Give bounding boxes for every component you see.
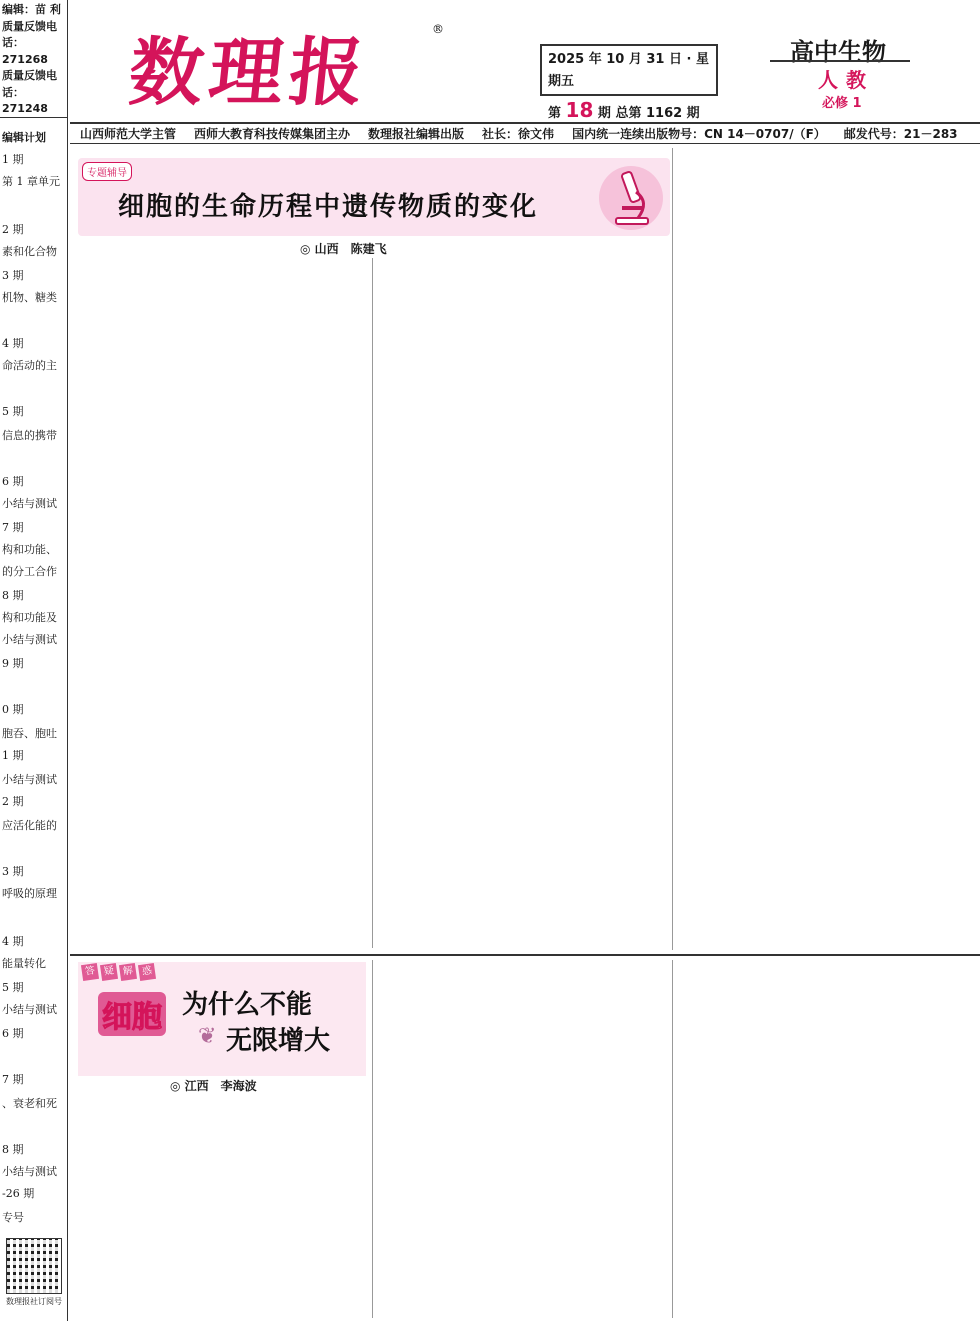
plan-item: 信息的携带 bbox=[2, 429, 57, 442]
article-column bbox=[378, 258, 666, 948]
plan-item: 呼吸的原理 bbox=[2, 887, 57, 900]
issue-suffix: 期 总第 1162 期 bbox=[597, 106, 700, 122]
plan-item: 3 期 bbox=[2, 865, 24, 878]
column-divider bbox=[372, 960, 373, 1318]
qr-caption: 数理报社订阅号 bbox=[6, 1297, 62, 1306]
article-column bbox=[678, 960, 970, 1318]
column-divider bbox=[372, 258, 373, 948]
column-tag: 专题辅导 bbox=[82, 162, 132, 181]
article-column bbox=[78, 1096, 366, 1318]
plan-item: 2 期 bbox=[2, 223, 24, 236]
plan-item: 2 期 bbox=[2, 795, 24, 808]
article-banner bbox=[78, 158, 670, 236]
article-column bbox=[78, 258, 366, 948]
subject-title: 高中生物 bbox=[790, 38, 886, 66]
plan-item: 7 期 bbox=[2, 521, 24, 534]
plan-item: 5 期 bbox=[2, 981, 24, 994]
plan-item: 7 期 bbox=[2, 1073, 24, 1086]
plan-item: 0 期 bbox=[2, 703, 24, 716]
contact-info bbox=[0, 0, 67, 118]
pub-info: 西师大教育科技传媒集团主办 bbox=[194, 127, 351, 141]
contact-line: 271248 bbox=[2, 102, 48, 115]
article-column bbox=[378, 960, 666, 1318]
plan-item: 能量转化 bbox=[2, 957, 46, 970]
plan-title: 编辑计划 bbox=[2, 131, 46, 144]
pub-info: 国内统一连续出版物号：CN 14－0707/（F） bbox=[572, 127, 826, 141]
article-title-part: 为什么不能 bbox=[182, 990, 313, 1020]
plan-item: 机物、糖类 bbox=[2, 291, 57, 304]
plan-item: 3 期 bbox=[2, 269, 24, 282]
issue-number: 18 bbox=[565, 98, 594, 123]
section-divider bbox=[70, 954, 980, 956]
plan-item: 1 期 bbox=[2, 153, 24, 166]
volume-label: 必修 1 bbox=[822, 96, 862, 111]
plan-item: 8 期 bbox=[2, 589, 24, 602]
article-title: 细胞的生命历程中遗传物质的变化 bbox=[118, 192, 539, 222]
publication-bar bbox=[70, 122, 980, 144]
plan-item: 素和化合物 bbox=[2, 245, 57, 258]
contact-line: 271268 bbox=[2, 52, 48, 66]
contact-line: 质量反馈电话： bbox=[2, 69, 57, 99]
butterfly-icon: ❦ bbox=[198, 1024, 217, 1049]
pub-info: 邮发代号：21－283 bbox=[843, 127, 958, 141]
plan-item: 小结与测试 bbox=[2, 1165, 57, 1178]
plan-item: 的分工合作 bbox=[2, 565, 57, 578]
tag-char: 答 bbox=[81, 963, 99, 981]
plan-item: 9 期 bbox=[2, 657, 24, 670]
plan-item: 小结与测试 bbox=[2, 1003, 57, 1016]
plan-item: 4 期 bbox=[2, 337, 24, 350]
plan-item: 6 期 bbox=[2, 1027, 24, 1040]
plan-item: 构和功能及 bbox=[2, 611, 57, 624]
plan-item: 1 期 bbox=[2, 749, 24, 762]
plan-item: 6 期 bbox=[2, 475, 24, 488]
article-column bbox=[678, 148, 970, 950]
plan-item: 应活化能的 bbox=[2, 819, 57, 832]
article-banner bbox=[78, 962, 366, 1076]
pub-info: 数理报社编辑出版 bbox=[368, 127, 465, 141]
masthead bbox=[70, 0, 980, 123]
column-divider bbox=[672, 148, 673, 950]
column-tag bbox=[82, 964, 155, 980]
subject-divider bbox=[770, 60, 910, 62]
pub-info: 社长：徐文伟 bbox=[482, 127, 555, 141]
plan-item: 4 期 bbox=[2, 935, 24, 948]
article-title-part: 细胞 bbox=[98, 992, 166, 1036]
microscope-icon bbox=[598, 162, 664, 234]
qr-code bbox=[6, 1238, 62, 1294]
plan-item: 胞吞、胞吐 bbox=[2, 727, 57, 740]
plan-item: 、衰老和死 bbox=[2, 1097, 57, 1110]
plan-item: 小结与测试 bbox=[2, 633, 57, 646]
plan-item: 5 期 bbox=[2, 405, 24, 418]
contact-line: 质量反馈电话： bbox=[2, 19, 57, 49]
tag-char: 惑 bbox=[138, 963, 156, 981]
tag-char: 疑 bbox=[100, 963, 118, 981]
pub-info: 山西师范大学主管 bbox=[80, 127, 177, 141]
plan-item: 8 期 bbox=[2, 1143, 24, 1156]
edition-label: 人教 bbox=[818, 68, 874, 92]
contact-line: 编辑：苗 利 bbox=[2, 3, 61, 16]
plan-item: 小结与测试 bbox=[2, 497, 57, 510]
plan-item: 构和功能、 bbox=[2, 543, 57, 556]
tag-char: 解 bbox=[119, 963, 137, 981]
article-byline: ◎ 山西 陈建飞 bbox=[300, 242, 387, 256]
registered-mark: ® bbox=[432, 22, 444, 36]
article-byline: ◎ 江西 李海波 bbox=[170, 1079, 257, 1093]
plan-item: 小结与测试 bbox=[2, 773, 57, 786]
issue-prefix: 第 bbox=[548, 106, 562, 122]
plan-item: 命活动的主 bbox=[2, 359, 57, 372]
plan-item: -26 期 bbox=[2, 1187, 35, 1200]
issue-date: 2025 年 10 月 31 日 · 星期五 bbox=[548, 52, 709, 90]
plan-item: 第 1 章单元 bbox=[2, 175, 60, 188]
column-divider bbox=[672, 960, 673, 1318]
newspaper-logo: 数理报 bbox=[124, 30, 374, 116]
date-box bbox=[540, 44, 718, 123]
plan-item: 专号 bbox=[2, 1211, 24, 1224]
edition-sidebar bbox=[0, 0, 68, 1321]
article-title-part: 无限增大 bbox=[226, 1026, 331, 1056]
